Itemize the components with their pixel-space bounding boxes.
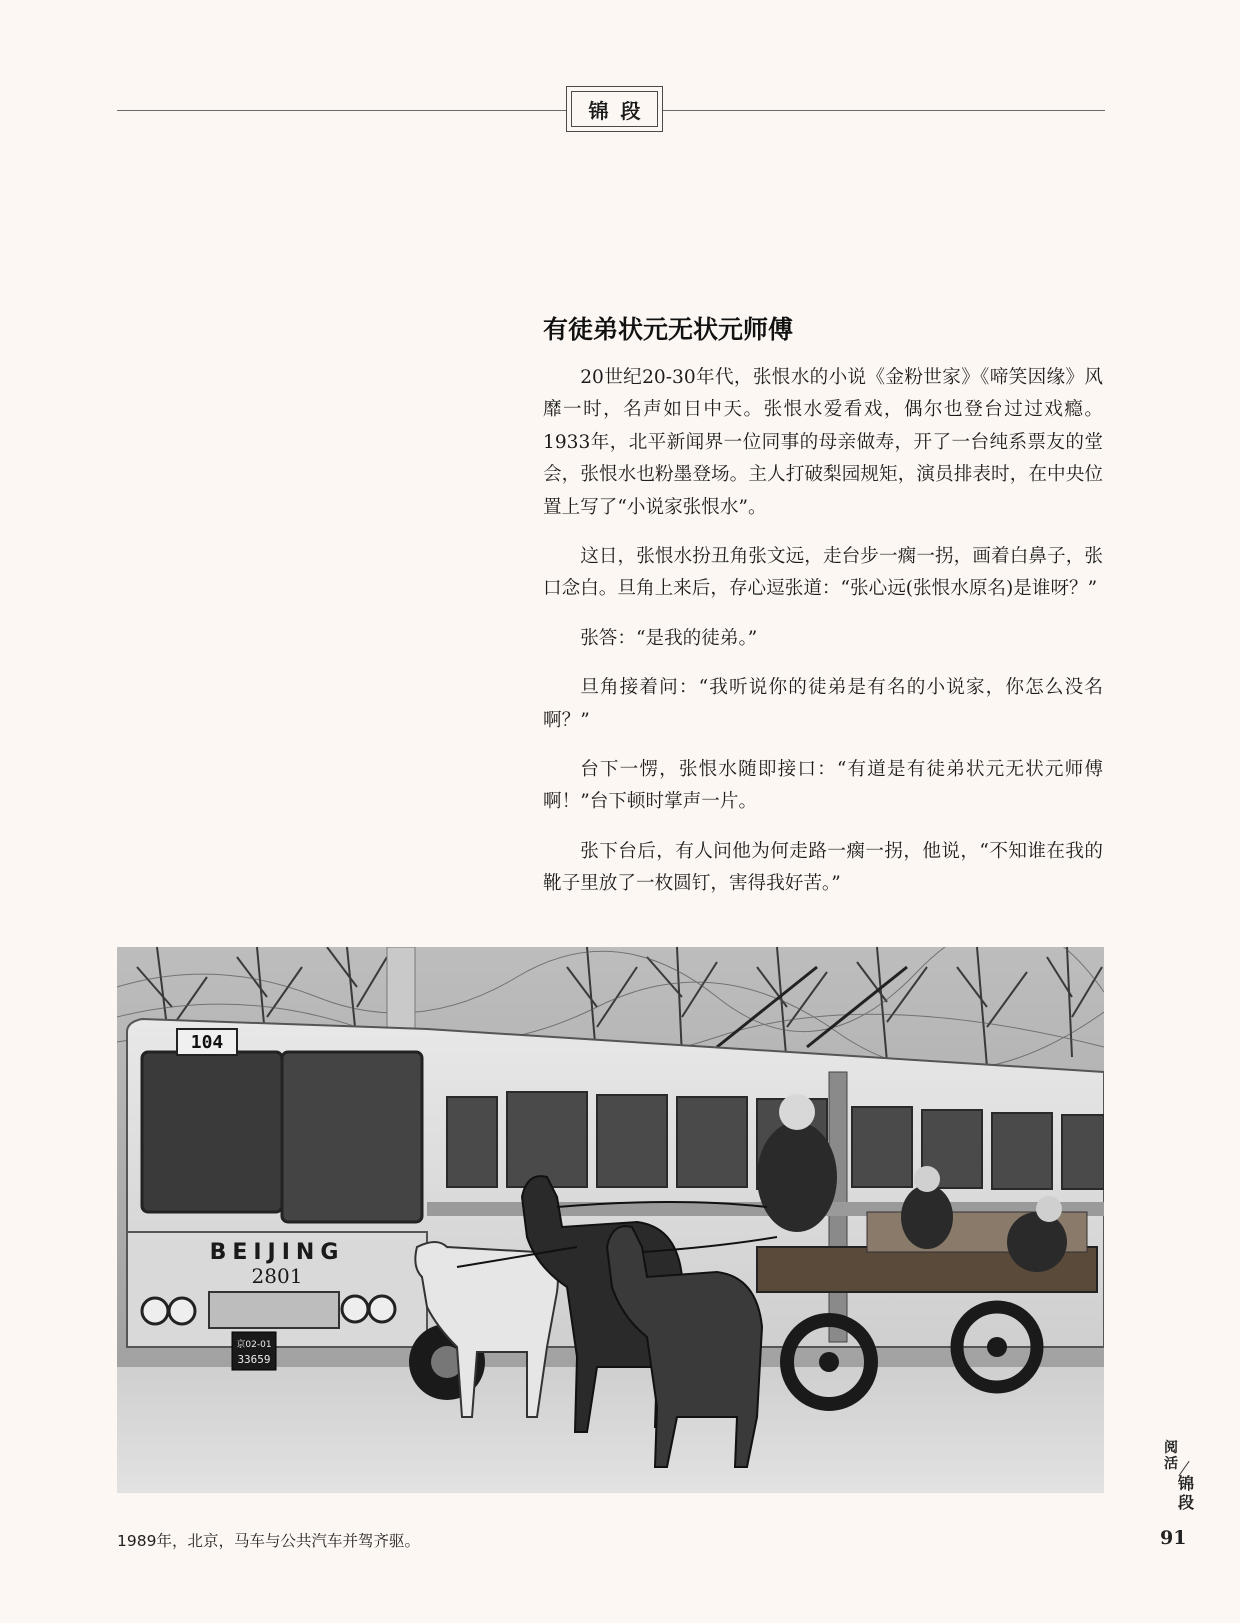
street-photo (117, 947, 1104, 1493)
article-paragraph: 张下台后，有人问他为何走路一瘸一拐，他说，“不知谁在我的靴子里放了一枚圆钉，害得我好苦。” (543, 840, 1103, 895)
folio-section (1161, 1440, 1197, 1512)
article-paragraph: 张答：“是我的徒弟。” (580, 627, 758, 649)
article (543, 312, 1103, 918)
section-header-box (566, 86, 663, 132)
article-paragraph: 旦角接着问：“我听说你的徒弟是有名的小说家，你怎么没名啊？” (543, 677, 1103, 731)
folio-magazine-name: 阅活 (1164, 1440, 1178, 1472)
bus-fleet-number: 2801 (251, 1264, 303, 1288)
section-header-label: 锦段 (588, 98, 653, 123)
license-plate-line1: 京02-01 (236, 1340, 272, 1350)
article-paragraph: 台下一愣，张恨水随即接口：“有道是有徒弟状元无状元师傅啊！”台下顿时掌声一片。 (543, 759, 1103, 813)
bus-brand-lettering: BEIJING (209, 1240, 345, 1265)
road (117, 1367, 1104, 1493)
license-plate-line2: 33659 (237, 1353, 271, 1366)
article-title: 有徒弟状元无状元师傅 (543, 315, 794, 344)
street-photo-illustration (117, 947, 1104, 1493)
article-paragraph: 这日，张恨水扮丑角张文远，走台步一瘸一拐，画着白鼻子，张口念白。旦角上来后，存心逗张道：“张心远(张恨水原名)是谁呀？” (543, 546, 1103, 600)
page-number: 91 (1160, 1527, 1187, 1549)
bus-route-sign: 104 (190, 1032, 224, 1053)
photo-caption: 1989年，北京，马车与公共汽车并驾齐驱。 (117, 1532, 420, 1550)
article-paragraph: 20世纪20-30年代，张恨水的小说《金粉世家》《啼笑因缘》风靡一时，名声如日中天。张恨水爱看戏，偶尔也登台过过戏瘾。1933年，北平新闻界一位同事的母亲做寿，开了一台纯系票友的堂会，张恨水也粉墨登场。主人打破梨园规矩，演员排表时，在中央位置上写了“小说家张恨水”。 (543, 367, 1103, 518)
folio-section-name: 锦段 (1177, 1474, 1194, 1512)
section-header-inner (571, 91, 658, 127)
